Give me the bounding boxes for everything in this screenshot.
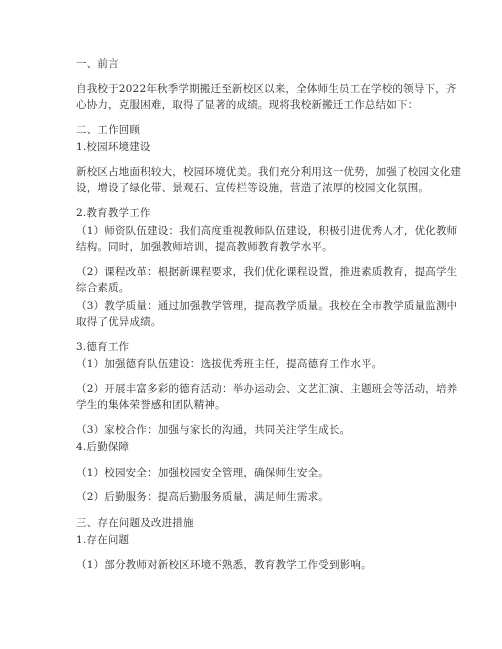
paragraph-line: （2）课程改革：根据新课程要求，我们优化课程设置，推进素质教育，提高学生 — [76, 266, 458, 278]
subsection-heading: 3.德育工作 — [76, 341, 130, 353]
paragraph-line: 新校区占地面积较大，校园环境优美。我们充分利用这一优势，加强了校园文化建 — [76, 166, 462, 178]
paragraph-line: （2）后勤服务：提高后勤服务质量，满足师生需求。 — [76, 491, 329, 503]
paragraph-line: 学生的集体荣誉感和团队精神。 — [76, 399, 226, 411]
section-heading-issues: 三、存在问题及改进措施 — [76, 517, 194, 529]
paragraph-line: 自我校于2022年秋季学期搬迁至新校区以来，全体师生员工在学校的领导下，齐 — [76, 83, 457, 95]
paragraph-line: （2）开展丰富多彩的德育活动：举办运动会、文艺汇演、主题班会等活动，培养 — [76, 383, 458, 395]
paragraph-line: 心协力，克服困难，取得了显著的成绩。现将我校新搬迁工作总结如下： — [76, 99, 419, 111]
paragraph-line: （1）师资队伍建设：我们高度重视教师队伍建设，积极引进优秀人才，优化教师 — [76, 225, 458, 237]
subsection-heading: 2.教育教学工作 — [76, 207, 151, 219]
paragraph-line: （3）家校合作：加强与家长的沟通，共同关注学生成长。 — [76, 424, 351, 436]
section-heading-review: 二、工作回顾 — [76, 124, 141, 136]
subsection-heading: 1.存在问题 — [76, 534, 130, 546]
paragraph-line: 综合素质。 — [76, 282, 130, 294]
paragraph-line: （1）校园安全：加强校园安全管理，确保师生安全。 — [76, 467, 329, 479]
paragraph-line: （1）加强德育队伍建设：选拔优秀班主任，提高德育工作水平。 — [76, 358, 383, 370]
paragraph-line: （1）部分教师对新校区环境不熟悉，教育教学工作受到影响。 — [76, 559, 372, 571]
section-heading-preface: 一、前言 — [76, 58, 119, 70]
paragraph-line: 设，增设了绿化带、景观石、宣传栏等设施，营造了浓厚的校园文化氛围。 — [76, 182, 430, 194]
subsection-heading: 4.后勤保障 — [76, 441, 130, 453]
paragraph-line: 取得了优异成绩。 — [76, 316, 162, 328]
subsection-heading: 1.校园环境建设 — [76, 141, 151, 153]
paragraph-line: 结构。同时，加强教师培训，提高教师教育教学水平。 — [76, 241, 333, 253]
paragraph-line: （3）教学质量：通过加强教学管理，提高教学质量。我校在全市教学质量监测中 — [76, 300, 458, 312]
